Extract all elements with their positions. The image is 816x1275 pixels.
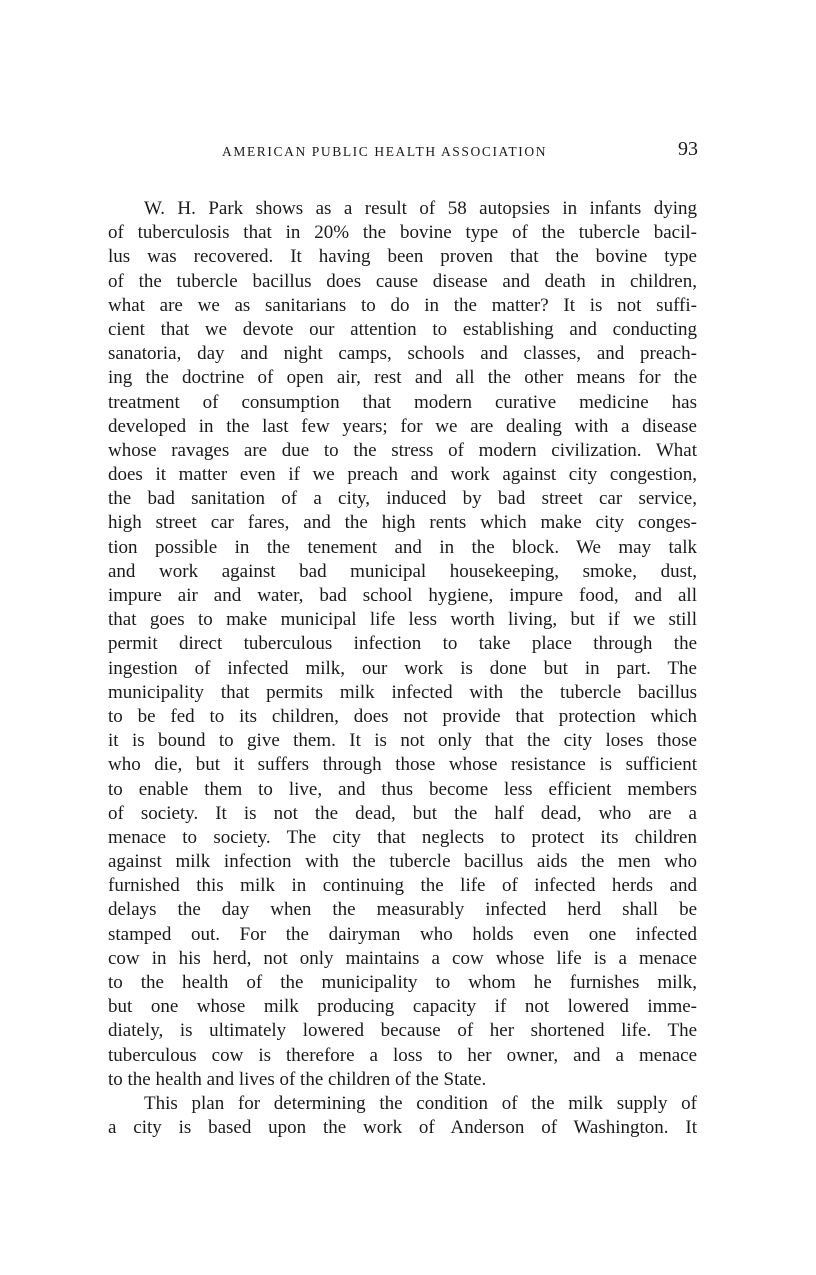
- text-line: against milk infection with the tubercle bacillus aids the men who: [108, 851, 697, 873]
- text-line: furnished this milk in continuing the life of infected herds and: [108, 875, 697, 897]
- text-line: to the health and lives of the children of the State.: [108, 1068, 487, 1090]
- text-line: but one whose milk producing capacity if not lowered imme-: [108, 996, 697, 1018]
- text-line: to enable them to live, and thus become less efficient members: [108, 778, 697, 800]
- body-text: [108, 197, 697, 1140]
- text-line: that goes to make municipal life less worth living, but if we still: [108, 609, 697, 631]
- text-line: of society. It is not the dead, but the half dead, who are a: [108, 802, 697, 824]
- text-line: diately, is ultimately lowered because of her shortened life. The: [108, 1020, 697, 1042]
- text-line: municipality that permits milk infected with the tubercle bacillus: [108, 681, 697, 703]
- text-line: of the tubercle bacillus does cause disease and death in children,: [108, 270, 697, 292]
- text-line: of tuberculosis that in 20% the bovine type of the tubercle bacil-: [108, 222, 697, 244]
- text-line: the bad sanitation of a city, induced by bad street car service,: [108, 488, 697, 510]
- text-line: sanatoria, day and night camps, schools and classes, and preach-: [108, 343, 697, 365]
- text-line: tion possible in the tenement and in the block. We may talk: [108, 536, 697, 558]
- text-line: impure air and water, bad school hygiene, impure food, and all: [108, 585, 697, 606]
- text-line: developed in the last few years; for we are dealing with a disease: [108, 415, 697, 437]
- running-head: [0, 138, 816, 168]
- text-line: to be fed to its children, does not provide that protection which: [108, 705, 697, 727]
- text-line: treatment of consumption that modern curative medicine has: [108, 391, 697, 413]
- text-line: ing the doctrine of open air, rest and all the other means for the: [108, 367, 697, 389]
- text-line: This plan for determining the condition of the milk supply of: [144, 1092, 697, 1114]
- running-title: AMERICAN PUBLIC HEALTH ASSOCIATION: [222, 144, 548, 159]
- paragraph-1: [108, 197, 697, 1092]
- text-line: whose ravages are due to the stress of modern civilization. What: [108, 439, 697, 461]
- text-line: high street car fares, and the high rents which make city conges-: [108, 512, 697, 534]
- text-line: and work against bad municipal housekeeping, smoke, dust,: [108, 560, 697, 582]
- text-line: does it matter even if we preach and work against city congestion,: [108, 464, 697, 486]
- text-line: what are we as sanitarians to do in the matter? It is not suffi-: [108, 294, 697, 316]
- text-line: menace to society. The city that neglects to protect its children: [108, 826, 697, 848]
- text-line: permit direct tuberculous infection to take place through the: [108, 633, 697, 655]
- text-line: lus was recovered. It having been proven that the bovine type: [108, 246, 697, 268]
- text-line: delays the day when the measurably infected herd shall be: [108, 899, 697, 921]
- text-line: W. H. Park shows as a result of 58 autopsies in infants dying: [144, 198, 697, 219]
- paragraph-2: [108, 1092, 697, 1140]
- text-line: to the health of the municipality to whom he furnishes milk,: [108, 972, 697, 993]
- text-line: stamped out. For the dairyman who holds even one infected: [108, 923, 697, 945]
- text-line: who die, but it suffers through those whose resistance is sufficient: [108, 754, 697, 776]
- text-line: a city is based upon the work of Anderson of Washington. It: [108, 1117, 697, 1139]
- page-number: 93: [678, 138, 698, 160]
- text-line: ingestion of infected milk, our work is done but in part. The: [108, 657, 697, 679]
- text-line: tuberculous cow is therefore a loss to her owner, and a menace: [108, 1044, 697, 1066]
- text-line: cient that we devote our attention to establishing and conducting: [108, 318, 697, 340]
- text-line: it is bound to give them. It is not only that the city loses those: [108, 730, 697, 752]
- text-line: cow in his herd, not only maintains a cow whose life is a menace: [108, 947, 697, 969]
